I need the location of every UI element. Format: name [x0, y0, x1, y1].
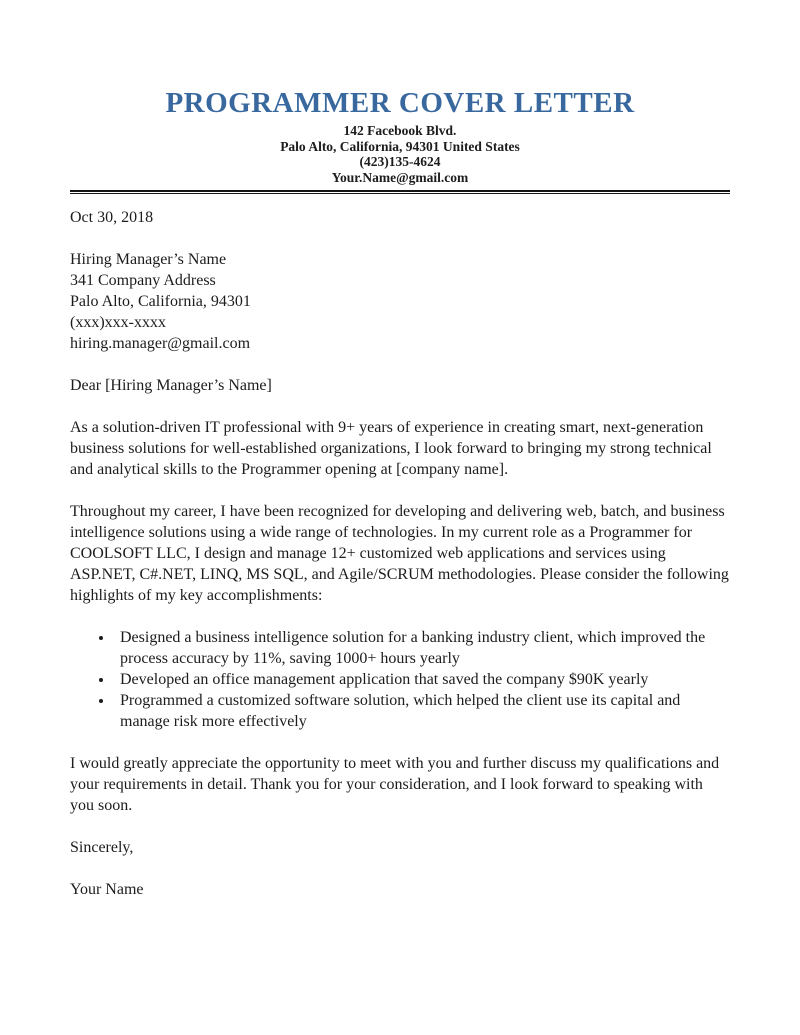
letter-body	[70, 207, 730, 900]
recipient-name: Hiring Manager’s Name	[70, 251, 227, 268]
list-item: • Developed an office management application that saved the company $90K yearly	[114, 669, 730, 690]
page-title: PROGRAMMER COVER LETTER	[165, 87, 635, 119]
recipient-block	[70, 249, 730, 354]
letterhead-email: Your.Name@gmail.com	[331, 169, 469, 185]
letterhead-address	[70, 123, 730, 185]
signature-name: Your Name	[70, 881, 144, 898]
greeting: Dear [Hiring Manager’s Name]	[70, 377, 272, 394]
recipient-phone: (xxx)xxx-xxxx	[70, 314, 166, 331]
paragraph-closing: I would greatly appreciate the opportunity to meet with you and further discuss my qualifications and your requirements in detail. Thank you for your consideration, and I look forward to speaking with you soon.	[70, 755, 720, 814]
letterhead-phone: (423)135-4624	[359, 154, 441, 169]
letterhead-address-line: 142 Facebook Blvd.	[343, 123, 457, 138]
accomplishments-list	[70, 627, 730, 732]
header-divider	[70, 190, 730, 194]
letterhead-address-line: Palo Alto, California, 94301 United States	[280, 138, 520, 154]
list-item: • Programmed a customized software solution, which helped the client use its capital and manage risk more effectively	[114, 690, 730, 732]
recipient-address-line: Palo Alto, California, 94301	[70, 293, 251, 310]
recipient-email: hiring.manager@gmail.com	[70, 335, 251, 352]
list-item: • Designed a business intelligence solution for a banking industry client, which improved the process accuracy by 11%, saving 1000+ hours yearly	[114, 627, 730, 669]
paragraph-intro: As a solution-driven IT professional with 9+ years of experience in creating smart, next-generation business solutions for well-established organizations, I look forward to bringing my strong technical and analytical skills to the Programmer opening at [company name].	[70, 419, 712, 478]
recipient-address-line: 341 Company Address	[70, 272, 216, 289]
paragraph-experience: Throughout my career, I have been recognized for developing and delivering web, batch, and business intelligence solutions using a wide range of technologies. In my current role as a Programmer for COOLSOFT LLC, I design and manage 12+ customized web applications and services using ASP.NET, C#.NET, LINQ, MS SQL, and Agile/SCRUM methodologies. Please consider the following highlights of my key accomplishments:	[70, 503, 729, 604]
sign-off: Sincerely,	[70, 839, 134, 856]
letter-date: Oct 30, 2018	[70, 209, 154, 226]
letterhead	[70, 88, 730, 185]
